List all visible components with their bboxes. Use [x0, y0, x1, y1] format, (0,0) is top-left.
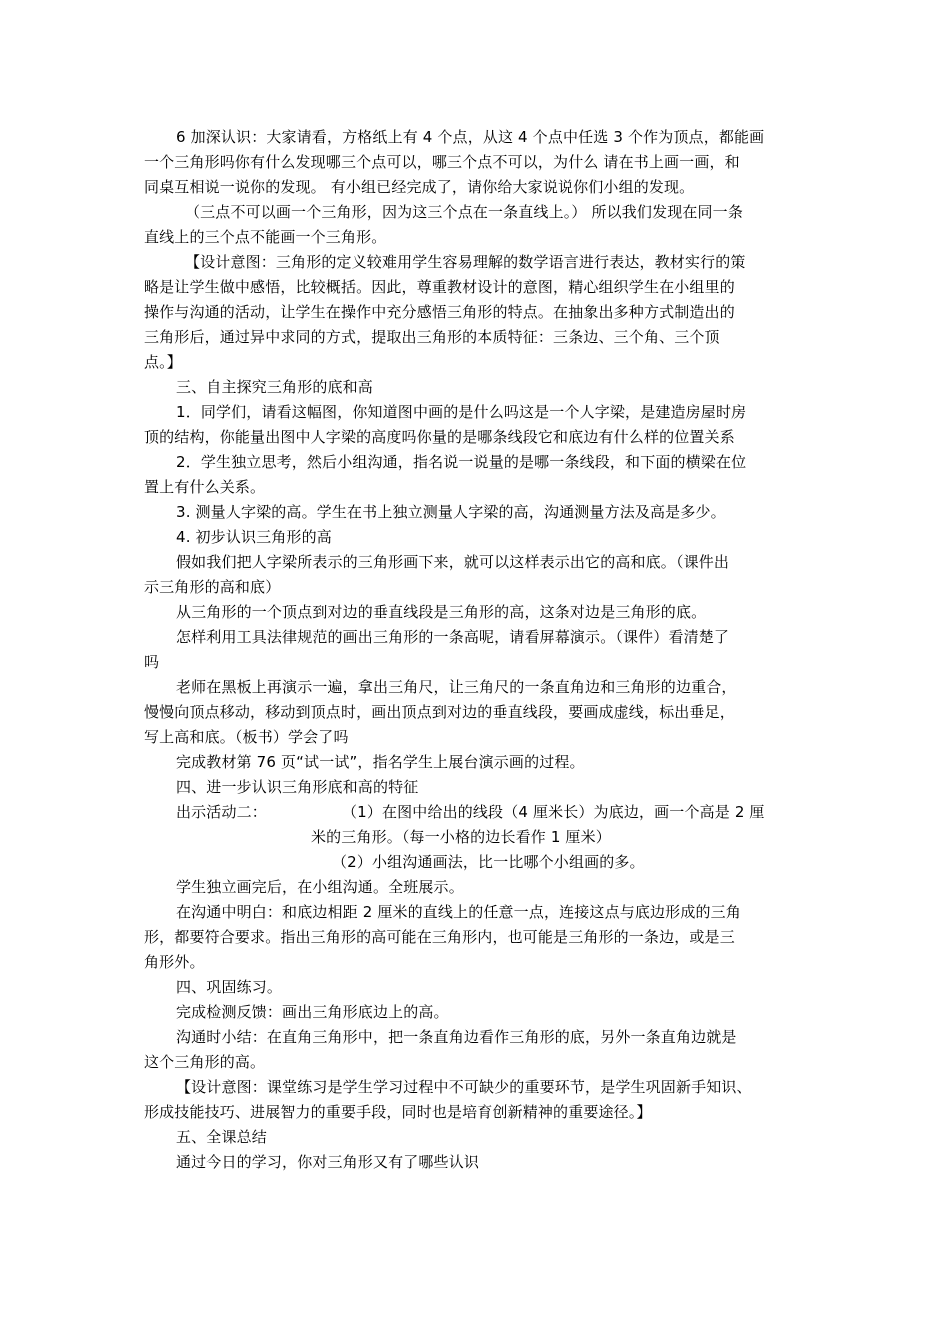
activity-item: 米的三角形。（每一小格的边长看作 1 厘米） — [311, 828, 611, 846]
activity-item: （1）在图中给出的线段（4 厘米长）为底边，画一个高是 2 厘 — [342, 803, 765, 821]
text-line: 直线上的三个点不能画一个三角形。 — [144, 228, 387, 246]
text-line: 沟通时小结：在直角三角形中，把一条直角边看作三角形的底，另外一条直角边就是 — [176, 1028, 737, 1046]
text-line: 4. 初步认识三角形的高 — [176, 528, 332, 546]
text-line: 【设计意图：课堂练习是学生学习过程中不可缺少的重要环节，是学生巩固新手知识、 — [176, 1078, 752, 1096]
text-line: 略是让学生做中感悟，比较概括。因此，尊重教材设计的意图，精心组织学生在小组里的 — [144, 278, 735, 296]
text-line: 一个三角形吗你有什么发现哪三个点可以，哪三个点不可以，为什么 请在书上画一画，和 — [144, 153, 740, 171]
text-line: 【设计意图：三角形的定义较难用学生容易理解的数学语言进行表达，教材实行的策 — [185, 253, 746, 271]
text-line: 吗 — [144, 653, 160, 671]
text-line: 顶的结构，你能量出图中人字梁的高度吗你量的是哪条线段它和底边有什么样的位置关系 — [144, 428, 735, 446]
text-line: 通过今日的学习，你对三角形又有了哪些认识 — [176, 1153, 480, 1171]
text-line: 点。】 — [144, 353, 182, 371]
text-line: 形成技能技巧、进展智力的重要手段，同时也是培育创新精神的重要途径。】 — [144, 1103, 652, 1121]
text-line: 3. 测量人字梁的高。学生在书上独立测量人字梁的高，沟通测量方法及高是多少。 — [176, 503, 726, 521]
section-heading: 五、全课总结 — [176, 1128, 267, 1146]
section-heading: 三、自主探究三角形的底和高 — [176, 378, 373, 396]
text-line: 写上高和底。（板书）学会了吗 — [144, 728, 349, 746]
text-line: 从三角形的一个顶点到对边的垂直线段是三角形的高，这条对边是三角形的底。 — [176, 603, 707, 621]
text-line: 这个三角形的高。 — [144, 1053, 266, 1071]
text-line: 在沟通中明白：和底边相距 2 厘米的直线上的任意一点，连接这点与底边形成的三角 — [176, 903, 741, 921]
text-line: 慢慢向顶点移动，移动到顶点时，画出顶点到对边的垂直线段，要画成虚线，标出垂足， — [144, 703, 735, 721]
text-line: 置上有什么关系。 — [144, 478, 266, 496]
text-line: （三点不可以画一个三角形，因为这三个点在一条直线上。） 所以我们发现在同一条 — [185, 203, 743, 221]
text-line: 形，都要符合要求。指出三角形的高可能在三角形内，也可能是三角形的一条边，或是三 — [144, 928, 735, 946]
text-line: 2．学生独立思考，然后小组沟通，指名说一说量的是哪一条线段，和下面的横梁在位 — [176, 453, 747, 471]
text-line: 操作与沟通的活动，让学生在操作中充分感悟三角形的特点。在抽象出多种方式制造出的 — [144, 303, 735, 321]
activity-label: 出示活动二： — [176, 803, 267, 821]
text-line: 角形外。 — [144, 953, 205, 971]
section-heading: 四、进一步认识三角形底和高的特征 — [176, 778, 419, 796]
text-line: 同桌互相说一说你的发现。 有小组已经完成了，请你给大家说说你们小组的发现。 — [144, 178, 695, 196]
section-heading: 四、巩固练习。 — [176, 978, 283, 996]
text-line: 学生独立画完后，在小组沟通。全班展示。 — [176, 878, 464, 896]
text-line: 完成检测反馈：画出三角形底边上的高。 — [176, 1003, 449, 1021]
text-line: 假如我们把人字梁所表示的三角形画下来，就可以这样表示出它的高和底。（课件出 — [176, 553, 730, 571]
activity-item: （2）小组沟通画法，比一比哪个小组画的多。 — [332, 853, 645, 871]
text-line: 老师在黑板上再演示一遍，拿出三角尺，让三角尺的一条直角边和三角形的边重合， — [176, 678, 737, 696]
text-line: 完成教材第 76 页“试一试”，指名学生上展台演示画的过程。 — [176, 753, 585, 771]
text-line: 三角形后，通过异中求同的方式，提取出三角形的本质特征：三条边、三个角、三个顶 — [144, 328, 720, 346]
text-line: 6 加深认识：大家请看，方格纸上有 4 个点，从这 4 个点中任选 3 个作为顶点，都能画 — [176, 128, 765, 146]
text-line: 怎样利用工具法律规范的画出三角形的一条高呢，请看屏幕演示。（课件）看清楚了 — [176, 628, 730, 646]
text-line: 1．同学们，请看这幅图，你知道图中画的是什么吗这是一个人字梁，是建造房屋时房 — [176, 403, 747, 421]
text-line: 示三角形的高和底） — [144, 578, 281, 596]
